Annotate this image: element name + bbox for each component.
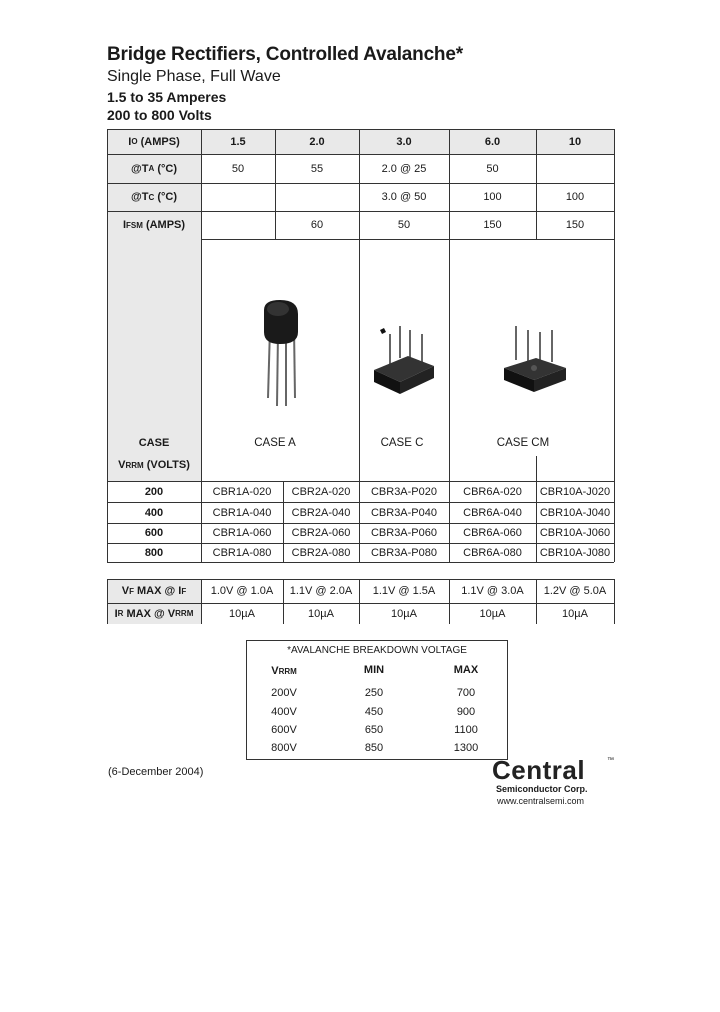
avalanche-max: 700 xyxy=(456,687,476,699)
io-value: 6.0 xyxy=(484,135,501,148)
part-number: CBR1A-040 xyxy=(212,506,272,519)
avalanche-max: 1300 xyxy=(453,742,479,754)
company-name: Semiconductor Corp. xyxy=(496,784,588,794)
vf-value: 1.2V @ 5.0A xyxy=(543,585,607,597)
ir-label: I R MAX @ V RRM xyxy=(114,607,194,620)
tc-value xyxy=(275,183,359,211)
avalanche-max: 900 xyxy=(456,706,476,718)
ta-value: 2.0 @ 25 xyxy=(381,162,427,175)
ir-value: 10µA xyxy=(308,607,334,620)
avalanche-min: 450 xyxy=(364,706,384,718)
part-number: CBR10A-J060 xyxy=(539,527,611,539)
part-number: CBR6A-040 xyxy=(463,506,522,519)
ta-value xyxy=(536,154,614,183)
vrrm-label: V RRM (VOLTS) xyxy=(118,459,190,471)
avalanche-title: *AVALANCHE BREAKDOWN VOLTAGE xyxy=(287,644,467,656)
company-logo: Central xyxy=(492,755,586,785)
case-c-label: CASE C xyxy=(380,437,424,449)
tc-value: 100 xyxy=(483,191,502,203)
ifsm-value: 150 xyxy=(483,219,502,231)
ir-value: 10µA xyxy=(562,607,588,620)
case-label: CASE xyxy=(138,437,170,449)
ta-value: 50 xyxy=(486,162,499,175)
part-number: CBR2A-060 xyxy=(291,527,351,539)
part-number: CBR10A-J040 xyxy=(539,506,611,519)
ta-value: 50 xyxy=(231,162,245,175)
part-number: CBR6A-080 xyxy=(463,546,522,559)
vrrm-value: 600 xyxy=(144,527,164,539)
tc-value: 3.0 @ 50 xyxy=(381,191,427,203)
avalanche-min: 850 xyxy=(364,742,384,754)
avalanche-vrrm: 400V xyxy=(271,706,297,718)
vf-value: 1.1V @ 1.5A xyxy=(372,585,436,597)
trademark-mark: ™ xyxy=(607,757,614,764)
vrrm-value: 200 xyxy=(144,485,164,498)
current-range: 1.5 to 35 Amperes xyxy=(107,89,227,105)
ifsm-value xyxy=(201,211,275,239)
ta-value: 55 xyxy=(310,162,324,175)
vrrm-value: 800 xyxy=(144,546,164,559)
part-number: CBR6A-020 xyxy=(463,485,522,498)
page-title: Bridge Rectifiers, Controlled Avalanche* xyxy=(107,44,463,65)
case-a-package-icon xyxy=(258,298,308,410)
part-number: CBR1A-060 xyxy=(212,527,272,539)
avalanche-max-header: MAX xyxy=(453,664,479,676)
vf-value: 1.1V @ 3.0A xyxy=(461,585,524,597)
part-number: CBR10A-J080 xyxy=(539,546,611,559)
avalanche-min: 650 xyxy=(364,724,384,736)
ir-value: 10µA xyxy=(391,607,417,620)
ir-value: 10µA xyxy=(479,607,506,620)
part-number: CBR2A-020 xyxy=(291,485,351,498)
tc-value xyxy=(201,183,275,211)
io-value: 1.5 xyxy=(230,135,246,148)
case-c-package-icon xyxy=(370,322,440,396)
avalanche-min: 250 xyxy=(364,687,384,699)
part-number: CBR10A-J020 xyxy=(539,485,611,498)
part-number: CBR3A-P080 xyxy=(370,546,438,559)
part-number: CBR2A-040 xyxy=(291,506,351,519)
voltage-range: 200 to 800 Volts xyxy=(107,107,212,123)
page-subtitle: Single Phase, Full Wave xyxy=(107,68,281,85)
case-cm-package-icon xyxy=(500,322,570,396)
ifsm-value: 60 xyxy=(310,219,324,231)
case-a-label: CASE A xyxy=(254,437,296,449)
io-label: I O (AMPS) xyxy=(128,135,180,148)
vf-label: V F MAX @ I F xyxy=(121,585,187,597)
part-number: CBR3A-P060 xyxy=(370,527,438,539)
part-number: CBR2A-080 xyxy=(291,546,351,559)
vrrm-value: 400 xyxy=(144,506,164,519)
ifsm-value: 50 xyxy=(397,219,411,231)
part-number: CBR6A-060 xyxy=(463,527,522,539)
avalanche-min-header: MIN xyxy=(363,664,385,676)
vf-value: 1.1V @ 2.0A xyxy=(289,585,353,597)
part-number: CBR3A-P020 xyxy=(370,485,438,498)
ir-value: 10µA xyxy=(229,607,255,620)
ifsm-label: I FSM (AMPS) xyxy=(122,219,186,231)
io-value: 3.0 xyxy=(396,135,412,148)
revision-date: (6-December 2004) xyxy=(108,766,204,778)
ta-label: @T A (°C) xyxy=(131,162,177,175)
io-value: 10 xyxy=(568,135,582,148)
avalanche-vrrm-header: V RRM xyxy=(271,665,297,677)
avalanche-vrrm: 800V xyxy=(271,742,297,754)
case-cm-label: CASE CM xyxy=(496,437,550,449)
tc-value: 100 xyxy=(565,191,585,203)
part-number: CBR3A-P040 xyxy=(370,506,438,519)
vf-value: 1.0V @ 1.0A xyxy=(210,585,274,597)
avalanche-vrrm: 200V xyxy=(271,687,297,699)
part-number: CBR1A-020 xyxy=(212,485,272,498)
tc-label: @T C (°C) xyxy=(131,191,177,203)
avalanche-vrrm: 600V xyxy=(271,724,297,736)
ifsm-value: 150 xyxy=(565,219,585,231)
io-value: 2.0 xyxy=(309,135,325,148)
company-url[interactable]: www.centralsemi.com xyxy=(497,796,585,806)
part-number: CBR1A-080 xyxy=(212,546,272,559)
avalanche-max: 1100 xyxy=(454,724,478,736)
